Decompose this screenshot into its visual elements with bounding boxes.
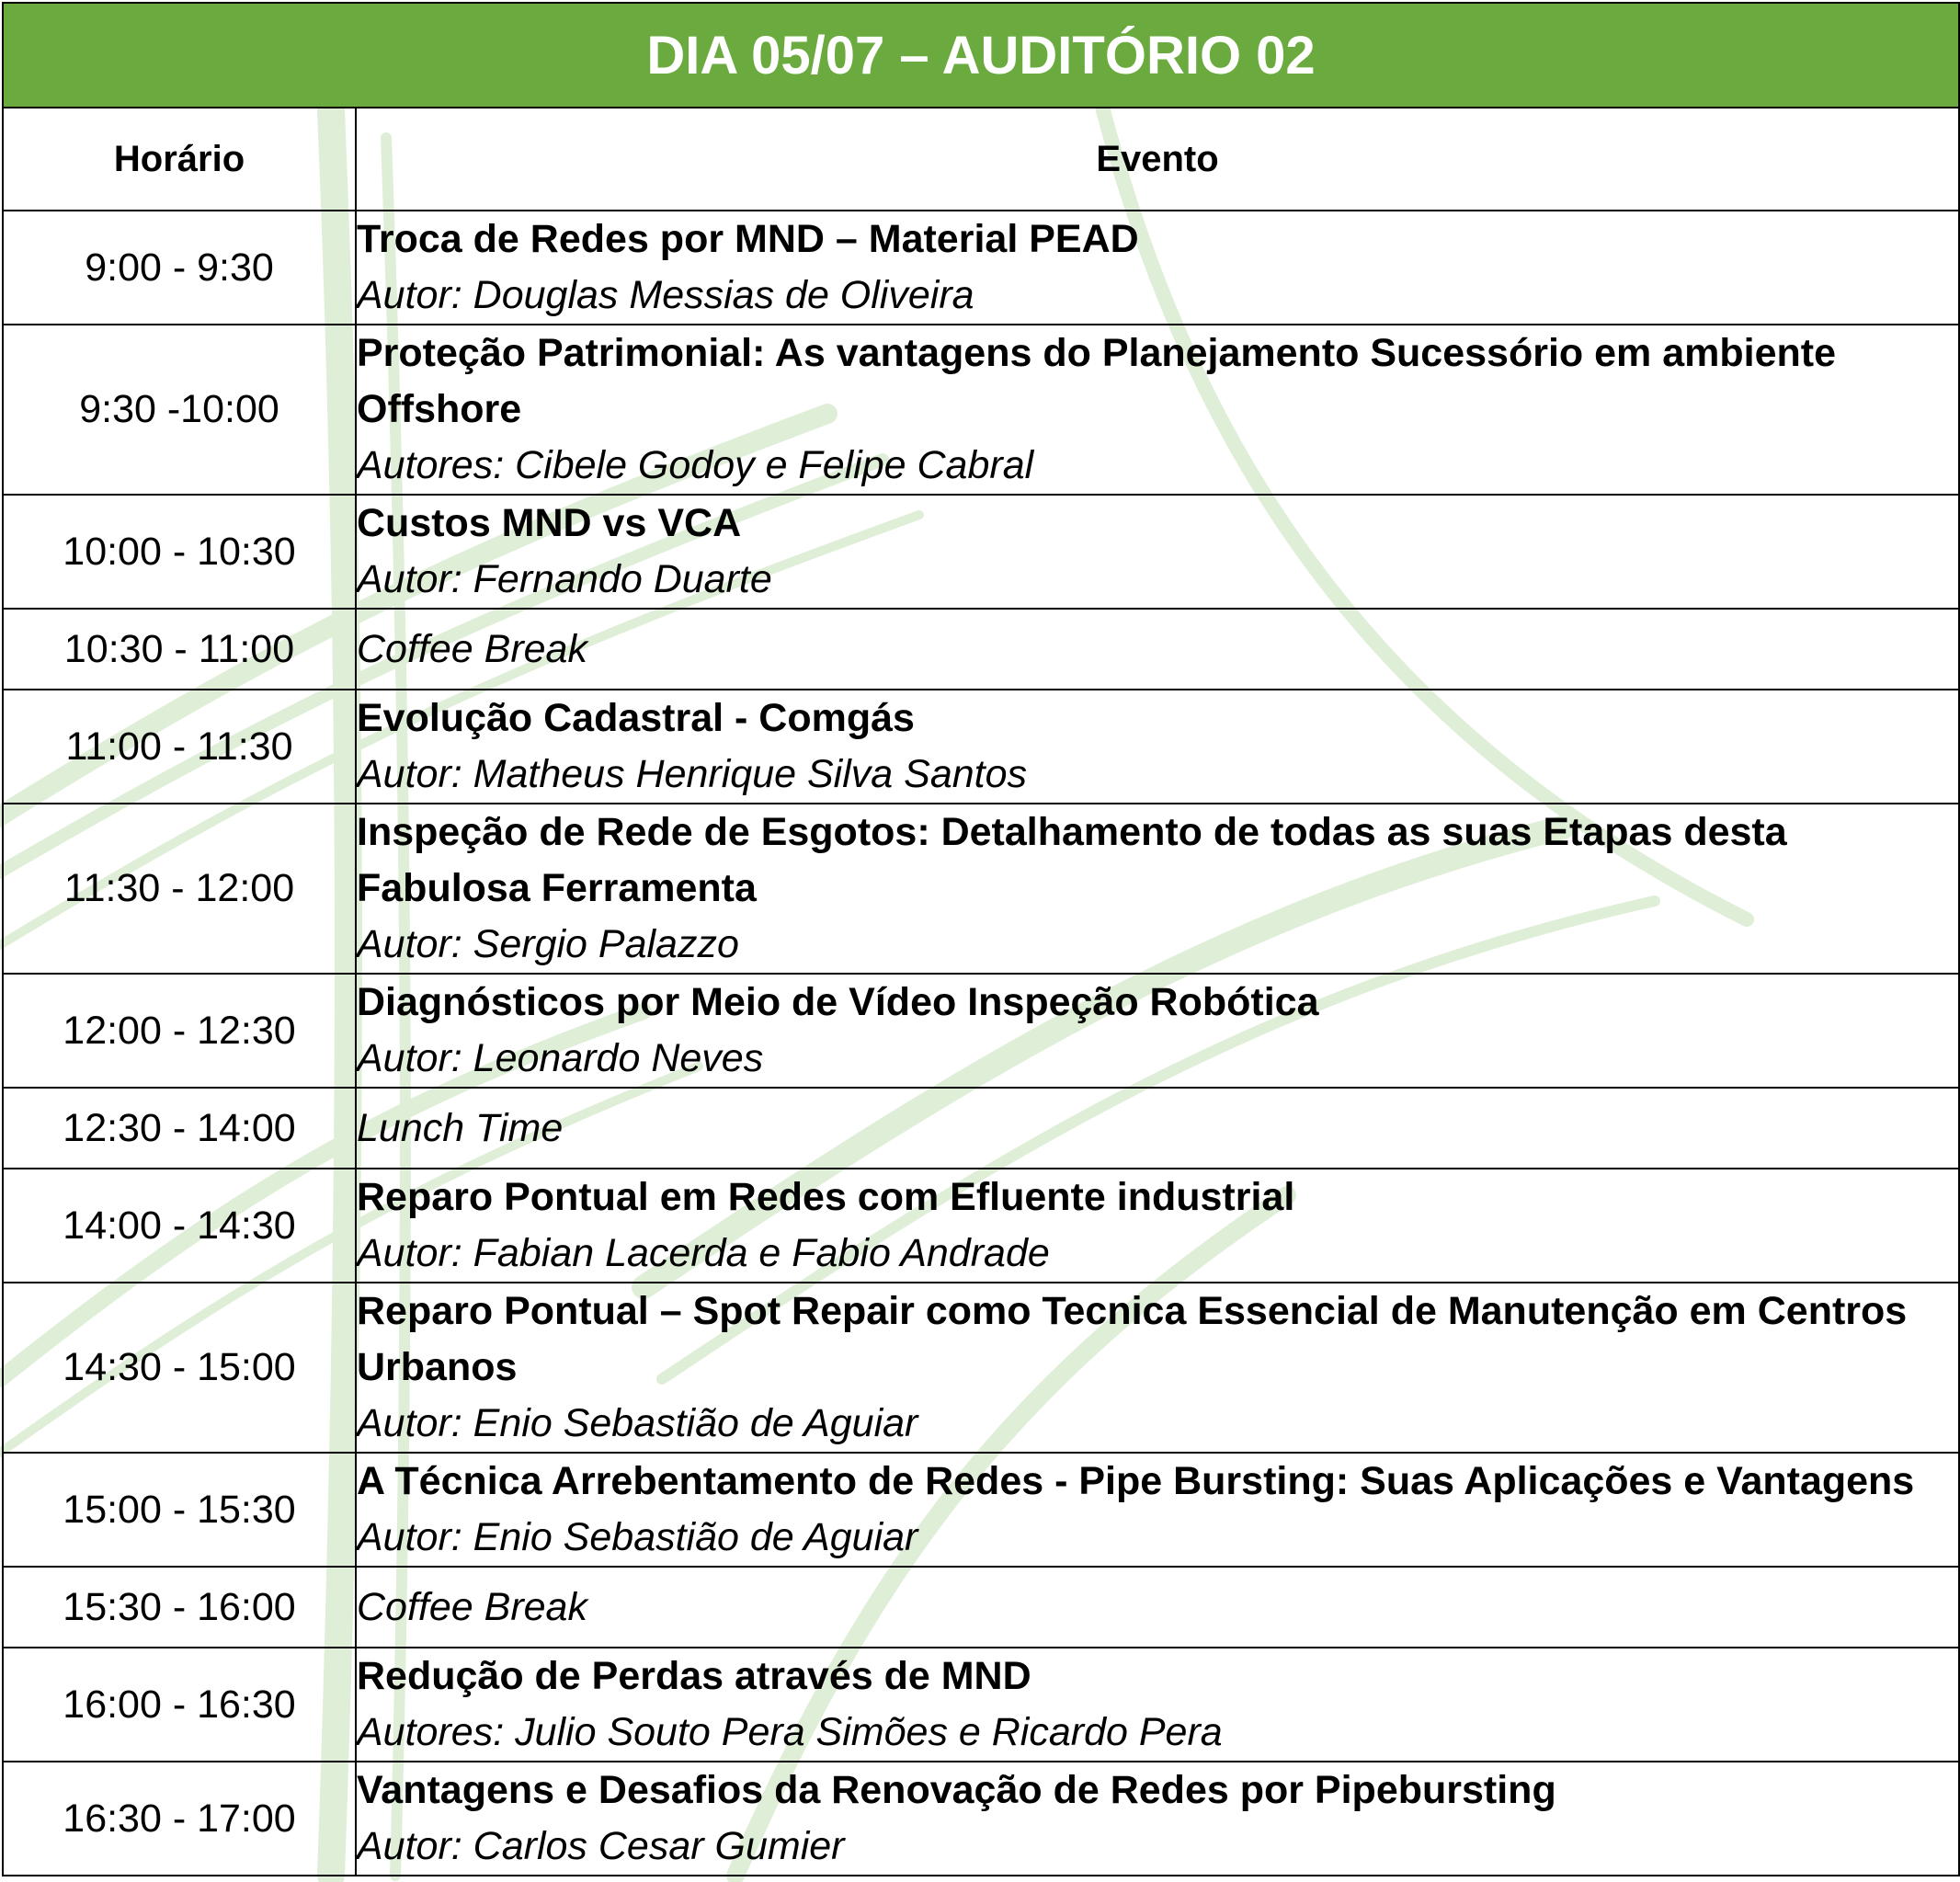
event-cell <box>356 495 1959 609</box>
table-row <box>3 1088 1959 1169</box>
table-row <box>3 495 1959 609</box>
time-cell: 12:30 - 14:00 <box>3 1088 356 1169</box>
time-cell: 11:30 - 12:00 <box>3 804 356 974</box>
event-cell <box>356 1567 1959 1648</box>
event-cell <box>356 1088 1959 1169</box>
event-author: Autor: Enio Sebastião de Aguiar <box>357 1515 918 1559</box>
break-label: Coffee Break <box>357 626 587 671</box>
title-row <box>3 3 1959 108</box>
event-title: Reparo Pontual em Redes com Efluente industrial <box>357 1175 1295 1219</box>
event-author: Autor: Fernando Duarte <box>357 557 772 601</box>
event-title: Diagnósticos por Meio de Vídeo Inspeção Robótica <box>357 980 1319 1024</box>
event-title: Proteção Patrimonial: As vantagens do Planejamento Sucessório em ambiente Offshore <box>357 331 1836 431</box>
table-row <box>3 804 1959 974</box>
time-cell: 16:00 - 16:30 <box>3 1648 356 1762</box>
time-cell: 9:00 - 9:30 <box>3 211 356 325</box>
time-cell: 14:00 - 14:30 <box>3 1169 356 1283</box>
table-row <box>3 1567 1959 1648</box>
time-cell: 15:30 - 16:00 <box>3 1567 356 1648</box>
event-author: Autor: Enio Sebastião de Aguiar <box>357 1401 918 1445</box>
event-title: Troca de Redes por MND – Material PEAD <box>357 217 1139 261</box>
event-title: Vantagens e Desafios da Renovação de Redes por Pipebursting <box>357 1768 1556 1812</box>
event-cell <box>356 609 1959 690</box>
event-author: Autores: Julio Souto Pera Simões e Ricardo Pera <box>357 1710 1223 1754</box>
table-row <box>3 211 1959 325</box>
break-label: Coffee Break <box>357 1584 587 1629</box>
event-cell <box>356 325 1959 495</box>
event-cell <box>356 211 1959 325</box>
time-cell: 15:00 - 15:30 <box>3 1453 356 1567</box>
time-cell: 10:00 - 10:30 <box>3 495 356 609</box>
event-cell <box>356 1453 1959 1567</box>
table-row <box>3 974 1959 1088</box>
event-title: A Técnica Arrebentamento de Redes - Pipe Bursting: Suas Aplicações e Vantagens <box>357 1459 1915 1503</box>
event-author: Autores: Cibele Godoy e Felipe Cabral <box>357 443 1034 487</box>
event-title: Redução de Perdas através de MND <box>357 1654 1031 1698</box>
event-author: Autor: Leonardo Neves <box>357 1036 764 1080</box>
column-header-row <box>3 108 1959 211</box>
table-row <box>3 1283 1959 1453</box>
event-author: Autor: Fabian Lacerda e Fabio Andrade <box>357 1231 1050 1275</box>
event-author: Autor: Matheus Henrique Silva Santos <box>357 752 1028 796</box>
table-row <box>3 609 1959 690</box>
break-label: Lunch Time <box>357 1105 564 1150</box>
table-row <box>3 690 1959 804</box>
event-title: Evolução Cadastral - Comgás <box>357 696 915 740</box>
table-row <box>3 1169 1959 1283</box>
event-cell <box>356 1169 1959 1283</box>
event-title: Reparo Pontual – Spot Repair como Tecnica Essencial de Manutenção em Centros Urbanos <box>357 1289 1908 1389</box>
table-row <box>3 1762 1959 1876</box>
schedule-title: DIA 05/07 – AUDITÓRIO 02 <box>3 3 1959 108</box>
time-cell: 14:30 - 15:00 <box>3 1283 356 1453</box>
event-author: Autor: Carlos Cesar Gumier <box>357 1824 845 1868</box>
event-title: Custos MND vs VCA <box>357 501 742 545</box>
column-header-event: Evento <box>356 108 1959 211</box>
event-cell <box>356 1762 1959 1876</box>
event-cell <box>356 804 1959 974</box>
time-cell: 11:00 - 11:30 <box>3 690 356 804</box>
time-cell: 12:00 - 12:30 <box>3 974 356 1088</box>
event-title: Inspeção de Rede de Esgotos: Detalhamento de todas as suas Etapas desta Fabulosa Ferramenta <box>357 810 1787 910</box>
event-cell <box>356 1648 1959 1762</box>
event-cell <box>356 974 1959 1088</box>
schedule-table <box>2 2 1960 1876</box>
table-row <box>3 1648 1959 1762</box>
time-cell: 16:30 - 17:00 <box>3 1762 356 1876</box>
event-cell <box>356 690 1959 804</box>
event-author: Autor: Sergio Palazzo <box>357 922 739 966</box>
table-row <box>3 1453 1959 1567</box>
column-header-time: Horário <box>3 108 356 211</box>
time-cell: 9:30 -10:00 <box>3 325 356 495</box>
time-cell: 10:30 - 11:00 <box>3 609 356 690</box>
event-author: Autor: Douglas Messias de Oliveira <box>357 273 974 317</box>
table-row <box>3 325 1959 495</box>
event-cell <box>356 1283 1959 1453</box>
